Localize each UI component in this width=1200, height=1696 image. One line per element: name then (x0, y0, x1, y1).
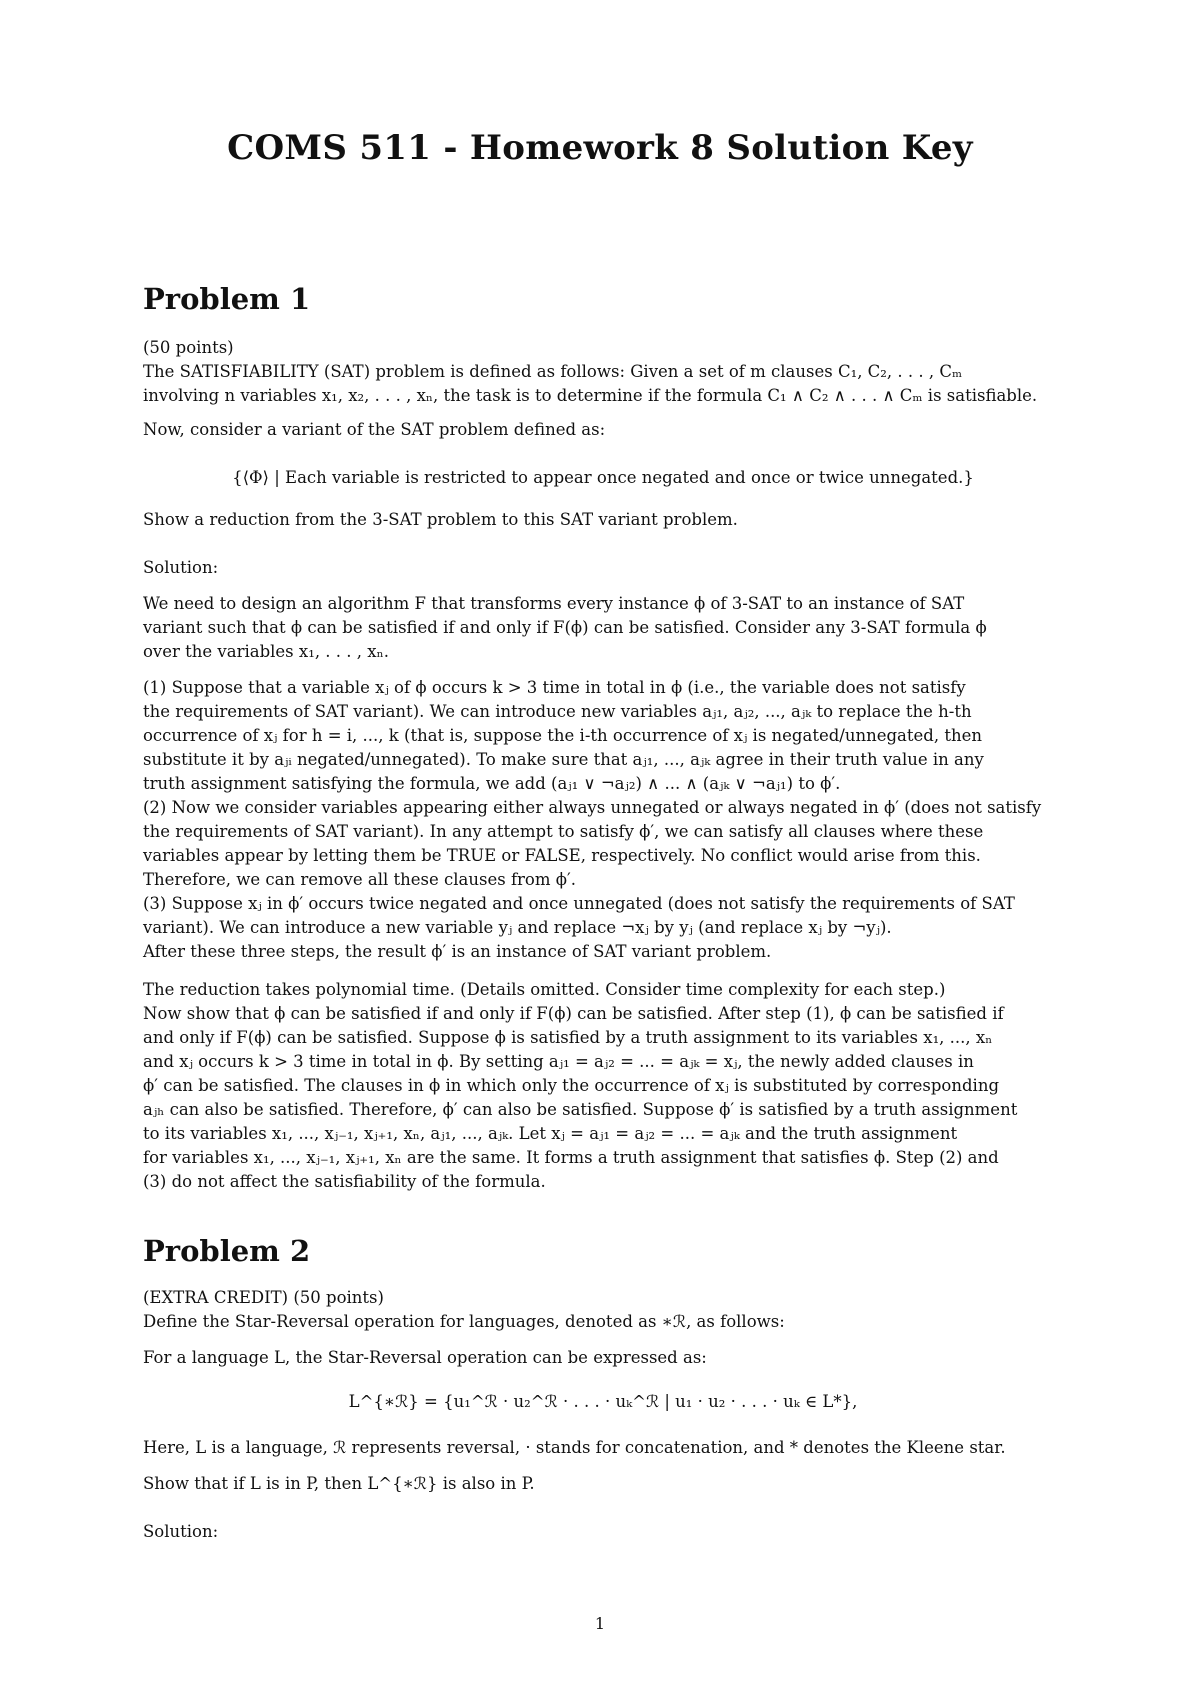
language-intro (143, 1346, 1063, 1370)
sol-3-line-2: Now show that ϕ can be satisfied if and only if F(ϕ) can be satisfied. After step (1), ϕ can be satisfied if (143, 1004, 1004, 1023)
sol-3-line-9: (3) do not affect the satisfiability of the formula. (143, 1172, 546, 1191)
problem-2-define: Define the Star-Reversal operation for languages, denoted as ∗ℛ, as follows: (143, 1312, 785, 1331)
sol-2-line-12: After these three steps, the result ϕ′ is an instance of SAT variant problem. (143, 942, 772, 961)
sol-2-line-2: the requirements of SAT variant). We can introduce new variables aⱼ₁, aⱼ₂, ..., aⱼₖ to replace the h-th (143, 702, 972, 721)
problem-1-solution-label (143, 556, 1063, 580)
solution-label-2: Solution: (143, 1522, 219, 1541)
intro-line-2: involving n variables x₁, x₂, . . . , xₙ, the task is to determine if the formula C₁ ∧ C₂ ∧ . . . ∧ Cₘ is satisfiable. (143, 386, 1038, 405)
star-reversal-formula (143, 1390, 1063, 1414)
problem-1-heading: Problem 1 (143, 282, 311, 316)
task-text: Show a reduction from the 3-SAT problem to this SAT variant problem. (143, 510, 738, 529)
sol-3-line-8: for variables x₁, ..., xⱼ₋₁, xⱼ₊₁, xₙ are the same. It forms a truth assignment that satisfies ϕ. Step (2) and (143, 1148, 999, 1167)
variant-definition-text: {⟨Φ⟩ | Each variable is restricted to appear once negated and once or twice unnegated.} (232, 468, 974, 487)
problem-2-task (143, 1472, 1063, 1496)
sol-3-line-5: ϕ′ can be satisfied. The clauses in ϕ in which only the occurrence of xⱼ is substituted by corresponding (143, 1076, 1000, 1095)
sol-1-line-1: We need to design an algorithm F that transforms every instance ϕ of 3-SAT to an instance of SAT (143, 594, 965, 613)
problem-2-here (143, 1436, 1063, 1460)
problem-2-solution-label (143, 1520, 1063, 1544)
sol-1-line-2: variant such that ϕ can be satisfied if and only if F(ϕ) can be satisfied. Consider any 3-SAT formula ϕ (143, 618, 987, 637)
sol-3-line-1: The reduction takes polynomial time. (Details omitted. Consider time complexity for each step.) (143, 980, 946, 999)
problem-2-heading: Problem 2 (143, 1234, 311, 1268)
document-title: COMS 511 - Homework 8 Solution Key (227, 128, 973, 168)
sol-2-line-11: variant). We can introduce a new variable yⱼ and replace ¬xⱼ by yⱼ (and replace xⱼ by ¬yⱼ). (143, 918, 892, 937)
points-text: (50 points) (143, 338, 234, 357)
solution-paragraph-1 (143, 592, 1063, 664)
variant-definition (143, 466, 1063, 490)
language-intro-text: For a language L, the Star-Reversal operation can be expressed as: (143, 1348, 707, 1367)
problem-1-points (143, 336, 1063, 360)
sol-2-line-3: occurrence of xⱼ for h = i, ..., k (that is, suppose the i-th occurrence of xⱼ is negated/unnegated, then (143, 726, 982, 745)
variant-intro-text: Now, consider a variant of the SAT problem defined as: (143, 420, 606, 439)
sol-2-line-8: variables appear by letting them be TRUE or FALSE, respectively. No conflict would arise from this. (143, 846, 981, 865)
sol-3-line-3: and only if F(ϕ) can be satisfied. Suppose ϕ is satisfied by a truth assignment to its variables x₁, ..., xₙ (143, 1028, 993, 1047)
sol-3-line-7: to its variables x₁, ..., xⱼ₋₁, xⱼ₊₁, xₙ, aⱼ₁, ..., aⱼₖ. Let xⱼ = aⱼ₁ = aⱼ₂ = ... = aⱼₖ and the truth assignment (143, 1124, 958, 1143)
sol-2-line-5: truth assignment satisfying the formula, we add (aⱼ₁ ∨ ¬aⱼ₂) ∧ ... ∧ (aⱼₖ ∨ ¬aⱼ₁) to ϕ′. (143, 774, 841, 793)
solution-paragraph-3 (143, 978, 1063, 1194)
problem-2-task-text: Show that if L is in P, then L^{∗ℛ} is also in P. (143, 1474, 535, 1493)
sol-2-line-10: (3) Suppose xⱼ in ϕ′ occurs twice negated and once unnegated (does not satisfy the requirements of SAT (143, 894, 1015, 913)
variant-intro (143, 418, 1063, 442)
sol-2-line-6: (2) Now we consider variables appearing either always unnegated or always negated in ϕ′ (does not satisfy (143, 798, 1042, 817)
problem-1-intro (143, 360, 1063, 408)
sol-2-line-7: the requirements of SAT variant). In any attempt to satisfy ϕ′, we can satisfy all clauses where these (143, 822, 984, 841)
formula-text: L^{∗ℛ} = {u₁^ℛ · u₂^ℛ · . . . · uₖ^ℛ | u₁ · u₂ · . . . · uₖ ∈ L*}, (348, 1392, 858, 1411)
sol-3-line-6: aⱼₕ can also be satisfied. Therefore, ϕ′ can also be satisfied. Suppose ϕ′ is satisfied by a truth assignment (143, 1100, 1018, 1119)
sol-3-line-4: and xⱼ occurs k > 3 time in total in ϕ. By setting aⱼ₁ = aⱼ₂ = ... = aⱼₖ = xⱼ, the newly added clauses in (143, 1052, 974, 1071)
intro-line-1: The SATISFIABILITY (SAT) problem is defined as follows: Given a set of m clauses C₁, C₂, . . . , Cₘ (143, 362, 963, 381)
solution-paragraph-2 (143, 676, 1063, 964)
solution-label: Solution: (143, 558, 219, 577)
page-number: 1 (594, 1614, 606, 1633)
here-text: Here, L is a language, ℛ represents reversal, · stands for concatenation, and * denotes the Kleene star. (143, 1438, 1006, 1457)
sol-2-line-1: (1) Suppose that a variable xⱼ of ϕ occurs k > 3 time in total in ϕ (i.e., the variable does not satisfy (143, 678, 966, 697)
problem-1-task (143, 508, 1063, 532)
sol-2-line-4: substitute it by aⱼᵢ negated/unnegated). To make sure that aⱼ₁, ..., aⱼₖ agree in their truth value in any (143, 750, 984, 769)
sol-1-line-3: over the variables x₁, . . . , xₙ. (143, 642, 389, 661)
problem-2-points: (EXTRA CREDIT) (50 points) (143, 1288, 384, 1307)
problem-2-intro (143, 1286, 1063, 1334)
sol-2-line-9: Therefore, we can remove all these clauses from ϕ′. (143, 870, 576, 889)
